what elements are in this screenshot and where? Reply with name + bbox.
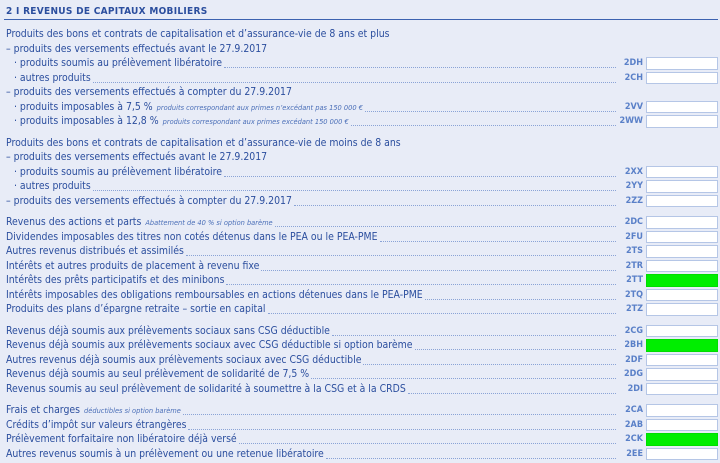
- dot-leader: [415, 340, 616, 350]
- dot-leader: [183, 405, 616, 415]
- group-gap: [0, 129, 720, 136]
- box-code: 2TZ: [625, 304, 643, 315]
- amount-input-2bh[interactable]: [646, 339, 718, 352]
- row-label: Dividendes imposables des titres non cotés détenus dans le PEA ou le PEA-PME: [6, 230, 378, 243]
- row-label-wrap: [0, 195, 292, 207]
- dot-leader: [311, 369, 616, 379]
- form-row: [0, 447, 720, 462]
- form-row: [0, 382, 720, 397]
- form-row: [0, 418, 720, 433]
- form-row: [0, 338, 720, 353]
- dot-leader: [261, 261, 616, 271]
- box-code: 2ZZ: [625, 195, 643, 206]
- row-label: · produits soumis au prélèvement libératoire: [14, 57, 222, 70]
- form-row: [0, 259, 720, 274]
- form-row: [0, 215, 720, 230]
- row-label: Autres revenus distribués et assimilés: [6, 245, 184, 258]
- amount-input-2ca[interactable]: [646, 404, 718, 417]
- row-label: Revenus déjà soumis au seul prélèvement de solidarité de 7,5 %: [6, 368, 310, 381]
- form-row: [0, 100, 720, 115]
- row-label-wrap: [0, 274, 224, 286]
- dot-leader: [294, 196, 616, 206]
- row-label-wrap: [0, 137, 401, 149]
- row-label-wrap: [0, 325, 330, 337]
- form-row: [0, 230, 720, 245]
- amount-input-2dg[interactable]: [646, 368, 718, 381]
- form-rows: [0, 27, 720, 461]
- row-label-wrap: [0, 115, 349, 127]
- form-row: [0, 353, 720, 368]
- dot-leader: [93, 181, 616, 191]
- row-label: Revenus déjà soumis aux prélèvements sociaux avec CSG déductible si option barème: [6, 339, 413, 352]
- form-row: [0, 244, 720, 259]
- row-label: Revenus soumis au seul prélèvement de solidarité à soumettre à la CSG et à la CRDS: [6, 382, 406, 395]
- amount-input-2zz[interactable]: [646, 195, 718, 208]
- row-label-wrap: [0, 101, 363, 113]
- row-label: Intérêts des prêts participatifs et des minibons: [6, 274, 225, 287]
- dot-leader: [332, 326, 616, 336]
- amount-input-2ww[interactable]: [646, 115, 718, 128]
- box-code: 2TR: [625, 260, 643, 271]
- amount-input-2tz[interactable]: [646, 303, 718, 316]
- row-label: Produits des bons et contrats de capitalisation et d’assurance-vie de moins de 8 ans: [6, 136, 401, 149]
- box-code: 2TS: [626, 246, 643, 257]
- form-row: [0, 179, 720, 194]
- row-label-wrap: [0, 433, 237, 445]
- form-row: [0, 302, 720, 317]
- form-row: [0, 403, 720, 418]
- amount-input-2di[interactable]: [646, 383, 718, 396]
- row-label: Intérêts imposables des obligations remboursables en actions détenues dans le PEA-PME: [6, 288, 423, 301]
- row-label-wrap: [0, 151, 267, 163]
- box-code: 2CH: [624, 72, 643, 83]
- row-label-wrap: [0, 231, 378, 243]
- form-row: [0, 288, 720, 303]
- row-label: Revenus déjà soumis aux prélèvements sociaux sans CSG déductible: [6, 324, 330, 337]
- group-gap: [0, 208, 720, 215]
- form-row: [0, 273, 720, 288]
- amount-input-2cg[interactable]: [646, 325, 718, 338]
- row-label: Intérêts et autres produits de placement à revenu fixe: [6, 259, 260, 272]
- form-row: [0, 85, 720, 100]
- amount-input-2ee[interactable]: [646, 448, 718, 461]
- row-note: Abattement de 40 % si option barème: [145, 218, 273, 228]
- group-gap: [0, 317, 720, 324]
- box-code: 2DG: [623, 369, 643, 380]
- form-row: [0, 42, 720, 57]
- row-note: produits correspondant aux primes n’excédant pas 150 000 €: [156, 102, 363, 112]
- amount-input-2tq[interactable]: [646, 289, 718, 302]
- box-code: 2CA: [625, 405, 643, 416]
- row-note: produits correspondant aux primes excédant 150 000 €: [162, 117, 349, 127]
- row-label-wrap: [0, 383, 406, 395]
- amount-input-2ck[interactable]: [646, 433, 718, 446]
- box-code: 2TQ: [624, 289, 643, 300]
- amount-input-2yy[interactable]: [646, 180, 718, 193]
- row-label: Produits des bons et contrats de capitalisation et d’assurance-vie de 8 ans et plus: [6, 28, 390, 41]
- section-divider: [4, 19, 718, 20]
- dot-leader: [275, 217, 616, 227]
- dot-leader: [363, 355, 616, 365]
- form-row: [0, 150, 720, 165]
- row-label: Crédits d’impôt sur valeurs étrangères: [6, 418, 187, 431]
- dot-leader: [186, 246, 616, 256]
- row-label-wrap: [0, 404, 181, 416]
- box-code: 2AB: [624, 419, 643, 430]
- amount-input-2ts[interactable]: [646, 245, 718, 258]
- dot-leader: [224, 58, 616, 68]
- form-row: [0, 136, 720, 151]
- row-label-wrap: [0, 354, 361, 366]
- amount-input-2vv[interactable]: [646, 101, 718, 114]
- row-label-wrap: [0, 43, 267, 55]
- dot-leader: [224, 167, 616, 177]
- row-label: · autres produits: [14, 71, 91, 84]
- box-code: 2DI: [627, 383, 643, 394]
- row-label: · produits soumis au prélèvement libératoire: [14, 165, 222, 178]
- box-code: 2EE: [626, 448, 643, 459]
- box-code: 2FU: [625, 231, 643, 242]
- row-label-wrap: [0, 86, 292, 98]
- form-row: [0, 367, 720, 382]
- box-code: 2DH: [623, 58, 643, 69]
- dot-leader: [268, 304, 616, 314]
- row-label: · produits imposables à 7,5 %: [14, 100, 153, 113]
- row-label: Prélèvement forfaitaire non libératoire déjà versé: [6, 433, 237, 446]
- amount-input-2fu[interactable]: [646, 231, 718, 244]
- row-label-wrap: [0, 180, 91, 192]
- row-label-wrap: [0, 303, 266, 315]
- dot-leader: [425, 290, 616, 300]
- row-label-wrap: [0, 28, 390, 40]
- row-label-wrap: [0, 72, 91, 84]
- row-label: Frais et charges: [6, 404, 81, 417]
- row-label: – produits des versements effectués avant le 27.9.2017: [6, 42, 268, 55]
- form-row: [0, 432, 720, 447]
- row-label: – produits des versements effectués à compter du 27.9.2017: [6, 86, 292, 99]
- row-label-wrap: [0, 419, 186, 431]
- row-label: Autres revenus soumis à un prélèvement ou une retenue libératoire: [6, 447, 324, 460]
- dot-leader: [365, 102, 616, 112]
- dot-leader: [239, 434, 616, 444]
- row-label-wrap: [0, 339, 413, 351]
- form-row: [0, 56, 720, 71]
- row-label: Autres revenus déjà soumis aux prélèvements sociaux avec CSG déductible: [6, 353, 362, 366]
- form-row: [0, 114, 720, 129]
- row-label-wrap: [0, 57, 222, 69]
- box-code: 2DF: [625, 354, 643, 365]
- amount-input-2df[interactable]: [646, 354, 718, 367]
- row-label: · autres produits: [14, 180, 91, 193]
- row-label-wrap: [0, 289, 423, 301]
- box-code: 2CG: [624, 325, 643, 336]
- dot-leader: [408, 384, 616, 394]
- box-code: 2VV: [624, 101, 643, 112]
- form-row: [0, 324, 720, 339]
- row-note: déductibles si option barème: [84, 406, 181, 416]
- dot-leader: [188, 420, 616, 430]
- row-label: – produits des versements effectués à compter du 27.9.2017: [6, 194, 292, 207]
- form-row: [0, 71, 720, 86]
- amount-input-2tr[interactable]: [646, 260, 718, 273]
- section-title: 2 I REVENUS DE CAPITAUX MOBILIERS: [6, 6, 208, 17]
- box-code: 2WW: [619, 116, 643, 127]
- row-label: – produits des versements effectués avant le 27.9.2017: [6, 151, 268, 164]
- amount-input-2dc[interactable]: [646, 216, 718, 229]
- box-code: 2DC: [624, 217, 643, 228]
- box-code: 2CK: [625, 434, 643, 445]
- row-label-wrap: [0, 448, 324, 460]
- row-label: Revenus des actions et parts: [6, 216, 142, 229]
- dot-leader: [93, 73, 616, 83]
- row-label-wrap: [0, 245, 184, 257]
- amount-input-2xx[interactable]: [646, 166, 718, 179]
- dot-leader: [351, 116, 616, 126]
- box-code: 2YY: [625, 181, 643, 192]
- dot-leader: [380, 232, 616, 242]
- box-code: 2BH: [624, 340, 643, 351]
- row-label-wrap: [0, 260, 259, 272]
- form-row: [0, 165, 720, 180]
- row-label-wrap: [0, 216, 273, 228]
- box-code: 2TT: [626, 275, 643, 286]
- group-gap: [0, 396, 720, 403]
- row-label: Produits des plans d’épargne retraite – sortie en capital: [6, 303, 266, 316]
- amount-input-2dh[interactable]: [646, 57, 718, 70]
- amount-input-2ch[interactable]: [646, 72, 718, 85]
- row-label-wrap: [0, 368, 309, 380]
- dot-leader: [226, 275, 616, 285]
- row-label-wrap: [0, 166, 222, 178]
- row-label: · produits imposables à 12,8 %: [14, 115, 159, 128]
- dot-leader: [326, 449, 616, 459]
- amount-input-2tt[interactable]: [646, 274, 718, 287]
- form-row: [0, 27, 720, 42]
- box-code: 2XX: [624, 166, 643, 177]
- form-row: [0, 194, 720, 209]
- amount-input-2ab[interactable]: [646, 419, 718, 432]
